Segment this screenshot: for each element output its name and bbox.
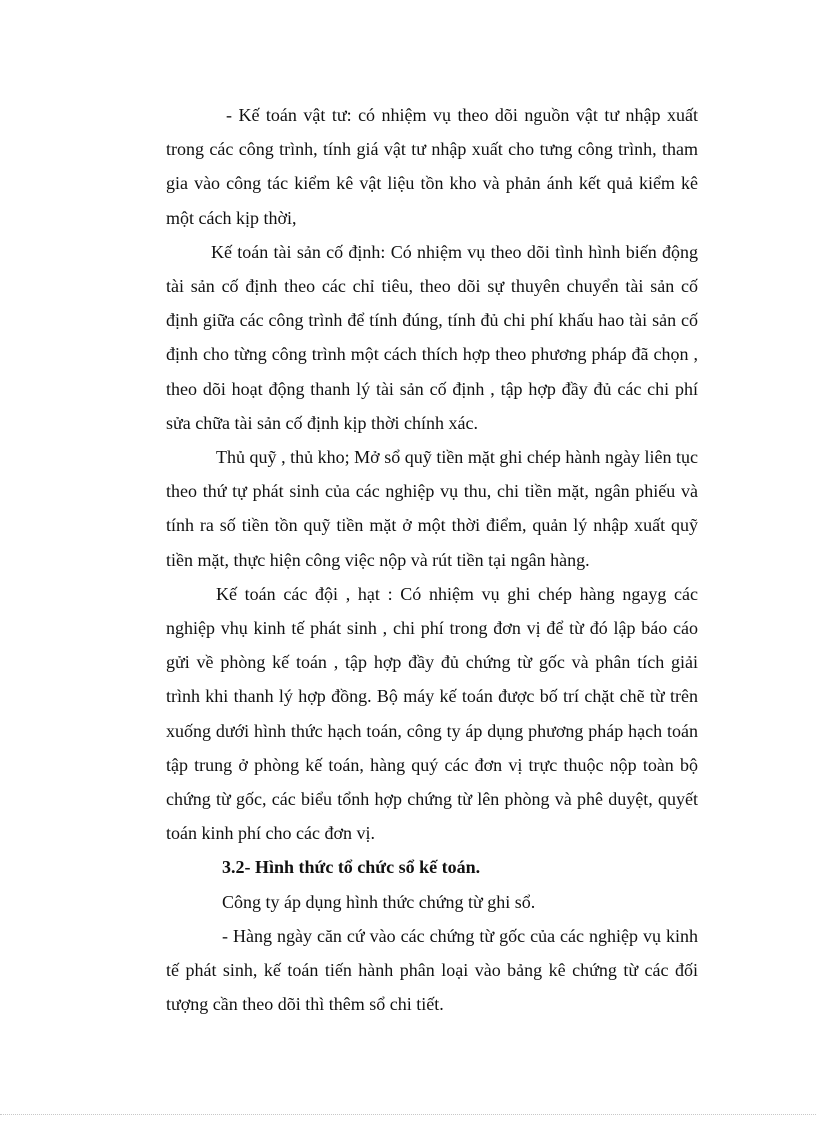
paragraph-material-accounting: - Kế toán vật tư: có nhiệm vụ theo dõi nguồn vật tư nhập xuất trong các công trình, tính giá vật tư nhập xuất cho tưng công trình, tham gia vào công tác kiểm kê vật liệu tồn kho và phản ánh kết quả kiểm kê một cách kịp thời,: [166, 105, 698, 228]
paragraph-fixed-asset-accounting: Kế toán tài sản cố định: Có nhiệm vụ theo dõi tình hình biến động tài sản cố định theo các chỉ tiêu, theo dõi sự thuyên chuyển tài sản cố định giữa các công trình để tính đúng, tính đủ chi phí khấu hao tài sản cố định cho từng công trình một cách thích hợp theo phương pháp đã chọn , theo dõi hoạt động thanh lý tài sản cố định , tập hợp đầy đủ các chi phí sửa chữa tài sản cố định kịp thời chính xác.: [166, 241, 698, 433]
footer-divider: [0, 1114, 816, 1115]
section-heading: [166, 850, 698, 884]
paragraph-cashier-warehouse: Thủ quỹ , thủ kho; Mở sổ quỹ tiền mặt ghi chép hành ngày liên tục theo thứ tự phát sinh của các nghiệp vụ thu, chi tiền mặt, ngân phiếu và tính ra số tiền tồn quỹ tiền mặt ở một thời điểm, quản lý nhập xuất quỹ tiền mặt, thực hiện công việc nộp và rút tiền tại ngân hàng.: [166, 447, 698, 570]
section-heading-text: 3.2- Hình thức tổ chức sổ kế toán.: [222, 857, 481, 878]
intro-line: Công ty áp dụng hình thức chứng từ ghi sổ.: [222, 891, 536, 912]
document-body: [166, 98, 698, 1021]
paragraph-team-accounting: Kế toán các đội , hạt : Có nhiệm vụ ghi chép hàng ngayg các nghiệp vhụ kinh tế phát sinh , chi phí trong đơn vị để từ đó lập báo cáo gửi về phòng kế toán , tập hợp đầy đủ chứng từ gốc và phân tích giải trình khi thanh lý hợp đồng. Bộ máy kế toán được bố trí chặt chẽ từ trên xuống dưới hình thức hạch toán, công ty áp dụng phương pháp hạch toán tập trung ở phòng kế toán, hàng quý các đơn vị trực thuộc nộp toàn bộ chứng từ gốc, các biểu tổnh hợp chứng từ lên phòng và phê duyệt, quyết toán kinh phí cho các đơn vị.: [166, 583, 698, 844]
paragraph-daily-procedure: - Hàng ngày căn cứ vào các chứng từ gốc của các nghiệp vụ kinh tế phát sinh, kế toán tiến hành phân loại vào bảng kê chứng từ các đối tượng cần theo dõi thì thêm sổ chi tiết.: [166, 925, 698, 1015]
